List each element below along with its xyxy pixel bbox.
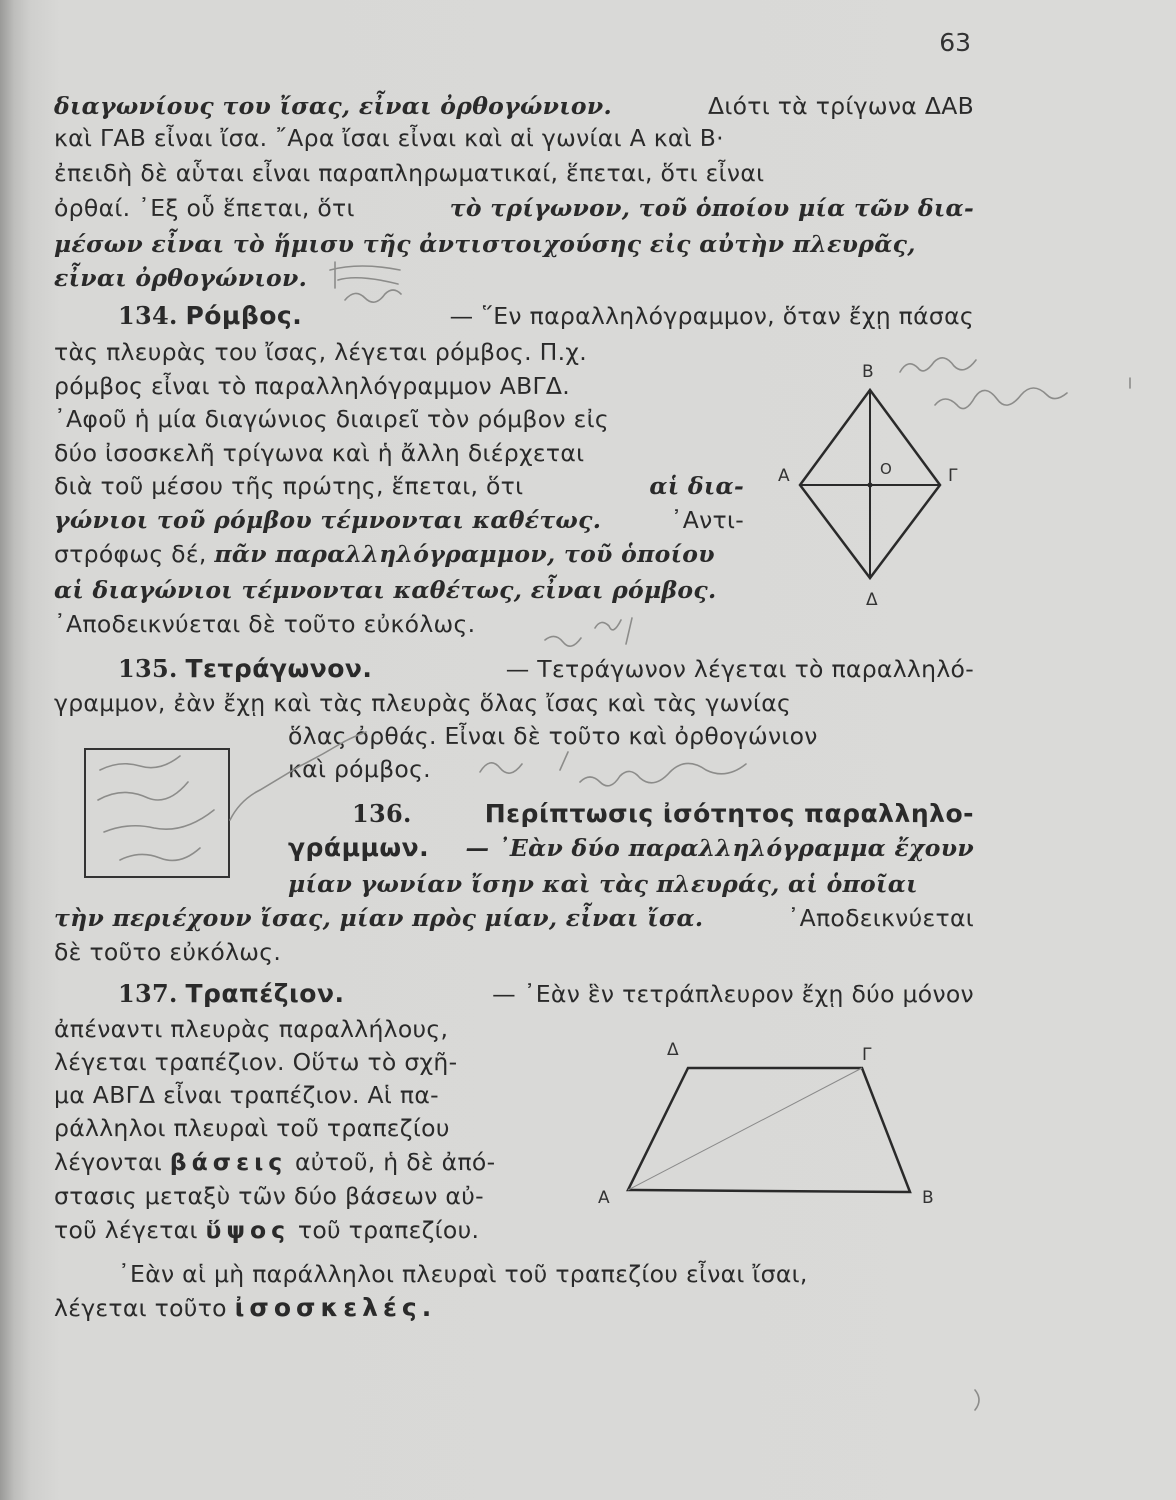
section-number: 135. <box>118 654 178 683</box>
text-line-2: καὶ ΓΑΒ εἶναι ἴσα. ῎Αρα ἴσαι εἶναι καὶ αἱ γωνίαι Α καὶ Β· <box>54 124 724 152</box>
text: διὰ τοῦ μέσου τῆς πρώτης, ἕπεται, ὅτι <box>54 472 524 500</box>
text-line-30: ράλληλοι πλευραὶ τοῦ τραπεζίου <box>54 1114 450 1142</box>
trapezoid-label-top-left: Δ <box>667 1040 679 1060</box>
page-number: 63 <box>939 28 971 57</box>
spaced-term: ὕψος <box>205 1216 291 1244</box>
text-line-9: ρόμβος εἶναι τὸ παραλληλόγραμμον ΑΒΓΔ. <box>54 372 571 400</box>
text-line-23: μίαν γωνίαν ἴσην καὶ τὰς πλευράς, αἱ ὁποῖαι <box>288 870 918 898</box>
text: ᾿Αντι- <box>670 506 744 534</box>
text-line-19: ὅλας ὀρθάς. Εἶναι δὲ τοῦτο καὶ ὀρθογώνιον <box>288 722 818 750</box>
rhombus-label-right: Γ <box>948 466 958 486</box>
text-line-28: λέγεται τραπέζιον. Οὕτω τὸ σχῆ- <box>54 1048 458 1076</box>
text-line-16: ᾿Αποδεικνύεται δὲ τοῦτο εὐκόλως. <box>54 610 476 638</box>
text: αὐτοῦ, ἡ δὲ ἀπό- <box>295 1148 496 1176</box>
text: λέγεται τοῦτο <box>54 1294 227 1322</box>
rhombus-label-top: Β <box>862 362 874 382</box>
text-line-20: καὶ ρόμβος. <box>288 755 431 783</box>
italic-text: διαγωνίους του ἴσας, εἶναι ὀρθογώνιον. <box>54 92 612 120</box>
text-line-10: ᾿Αφοῦ ἡ μία διαγώνιος διαιρεῖ τὸν ρόμβον εἰς <box>54 405 609 433</box>
text: τοῦ τραπεζίου. <box>297 1216 480 1244</box>
spaced-term: βάσεις <box>169 1148 288 1176</box>
text-line-15: αἱ διαγώνιοι τέμνονται καθέτως, εἶναι ρόμβος. <box>54 576 717 604</box>
text-line-27: ἀπέναντι πλευρὰς παραλλήλους, <box>54 1015 449 1043</box>
section-number: 137. <box>118 979 178 1008</box>
text-line-3: ἐπειδὴ δὲ αὗται εἶναι παραπληρωματικαί, ἕπεται, ὅτι εἶναι <box>54 159 765 187</box>
spaced-term: ἰσοσκελές. <box>234 1293 437 1322</box>
section-title: Περίπτωσις ἰσότητος παραλληλο- <box>484 799 974 828</box>
trapezoid-label-top-right: Γ <box>862 1045 872 1065</box>
rhombus-label-center: Ο <box>880 460 892 478</box>
italic-text: αἱ δια- <box>649 472 744 500</box>
section-title: Τραπέζιον. <box>185 979 345 1008</box>
text-line-34: ᾿Εὰν αἱ μὴ παράλληλοι πλευραὶ τοῦ τραπεζίου εἶναι ἴσαι, <box>118 1260 808 1288</box>
text-line-25: δὲ τοῦτο εὐκόλως. <box>54 938 282 966</box>
text: τοῦ λέγεται <box>54 1216 198 1244</box>
text: — Τετράγωνον λέγεται τὸ παραλληλό- <box>505 655 974 683</box>
rhombus-label-bottom: Δ <box>866 590 878 610</box>
text-line-18: γραμμον, ἐὰν ἔχῃ καὶ τὰς πλευρὰς ὅλας ἴσας καὶ τὰς γωνίας <box>54 689 792 717</box>
text: στρόφως δέ, <box>54 540 207 568</box>
trapezoid-label-bottom-left: Α <box>598 1188 610 1208</box>
text: Διότι τὰ τρίγωνα ΔΑΒ <box>707 92 974 120</box>
italic-text: τὴν περιέχουν ἴσας, μίαν πρὸς μίαν, εἶναι ἴσα. <box>54 904 704 932</box>
text: — ᾿Εὰν ἓν τετράπλευρον ἔχῃ δύο μόνον <box>492 980 974 1008</box>
text-line-5: μέσων εἶναι τὸ ἥμισυ τῆς ἀντιστοιχούσης εἰς αὐτὴν πλευρᾶς, <box>54 230 916 258</box>
text: ᾿Αποδεικνύεται <box>787 904 974 932</box>
italic-text: γώνιοι τοῦ ρόμβου τέμνονται καθέτως. <box>54 506 602 534</box>
text-line-11: δύο ἰσοσκελῆ τρίγωνα καὶ ἡ ἄλλη διέρχεται <box>54 439 585 467</box>
text: — ῞Εν παραλληλόγραμμον, ὅταν ἔχῃ πάσας <box>449 302 974 330</box>
text-line-29: μα ΑΒΓΔ εἶναι τραπέζιον. Αἱ πα- <box>54 1081 439 1109</box>
section-title-cont: γράμμων. <box>288 833 430 862</box>
text-line-32: στασις μεταξὺ τῶν δύο βάσεων αὐ- <box>54 1182 484 1210</box>
text-line-6: εἶναι ὀρθογώνιον. <box>54 264 308 292</box>
italic-text: τὸ τρίγωνον, τοῦ ὁποίου μία τῶν δια- <box>449 194 974 222</box>
section-number: 136. <box>352 799 412 828</box>
text: λέγονται <box>54 1148 163 1176</box>
text-line-8: τὰς πλευρὰς του ἴσας, λέγεται ρόμβος. Π.χ. <box>54 338 588 366</box>
text: ὀρθαί. ᾿Εξ οὗ ἕπεται, ὅτι <box>54 194 355 222</box>
section-title: Τετράγωνον. <box>185 654 373 683</box>
section-number: 134. <box>118 301 178 330</box>
trapezoid-label-bottom-right: Β <box>922 1188 934 1208</box>
italic-text: πᾶν παραλληλόγραμμον, τοῦ ὁποίου <box>214 540 715 568</box>
italic-text: — ᾿Εὰν δύο παραλληλόγραμμα ἔχουν <box>465 834 974 862</box>
rhombus-label-left: Α <box>778 466 790 486</box>
section-title: Ρόμβος. <box>185 301 303 330</box>
